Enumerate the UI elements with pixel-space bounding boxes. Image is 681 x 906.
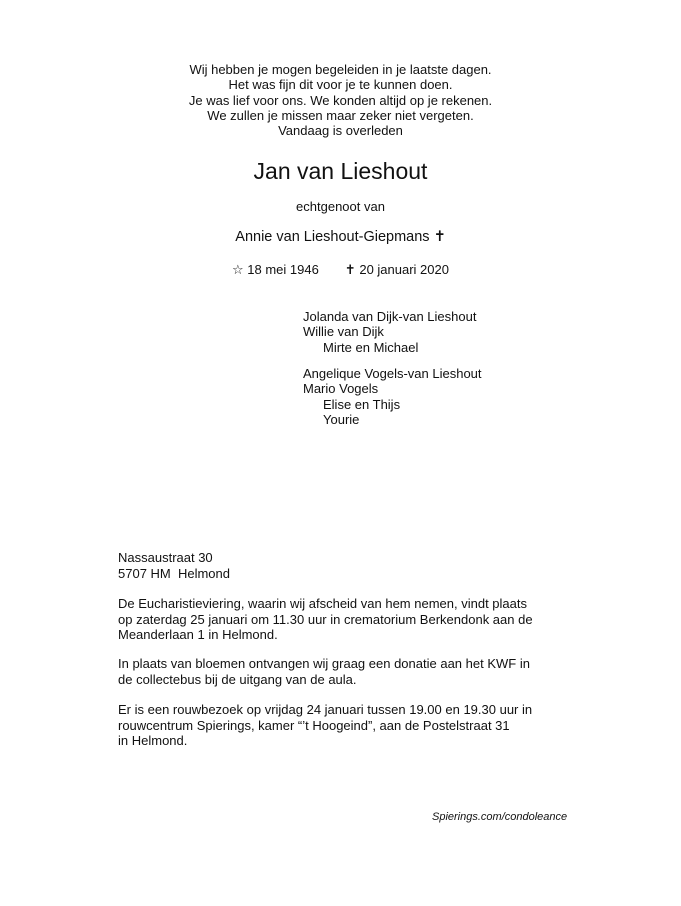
paragraph-line: rouwcentrum Spierings, kamer “’t Hoogeind”, aan de Postelstraat 31 — [118, 717, 510, 733]
death-date: ✝ 20 januari 2020 — [344, 262, 449, 277]
address — [118, 550, 230, 581]
paragraph-line: de collectebus bij de uitgang van de aula. — [118, 671, 357, 687]
grandchildren: Mirte en Michael — [323, 339, 419, 355]
family-member: Willie van Dijk — [303, 324, 384, 340]
birth-date: ☆ 18 mei 1946 — [232, 262, 319, 277]
family-group-2 — [303, 366, 482, 427]
family-member: Jolanda van Dijk-van Lieshout — [303, 309, 477, 324]
poem-line: Vandaag is overleden — [278, 123, 403, 139]
condolence-link[interactable]: Spierings.com/condoleance — [432, 811, 568, 823]
life-dates — [0, 262, 681, 278]
family-member: Mario Vogels — [303, 381, 379, 397]
poem-line: Het was fijn dit voor je te kunnen doen. — [228, 77, 453, 93]
ceremony-paragraph — [118, 596, 533, 643]
relation-label: echtgenoot van — [296, 199, 385, 214]
paragraph-line: in Helmond. — [118, 733, 188, 748]
family-group-1 — [303, 309, 476, 355]
paragraph-line: op zaterdag 25 januari om 11.30 uur in crematorium Berkendonk aan de — [118, 611, 533, 627]
deceased-name: Jan van Lieshout — [253, 158, 428, 184]
address-street: Nassaustraat 30 — [118, 550, 213, 565]
poem-line: Wij hebben je mogen begeleiden in je laatste dagen. — [189, 62, 492, 77]
visit-paragraph — [118, 702, 532, 749]
family-member: Angelique Vogels-van Lieshout — [303, 366, 482, 381]
paragraph-line: De Eucharistieviering, waarin wij afscheid van hem nemen, vindt plaats — [118, 596, 527, 611]
paragraph-line: Meanderlaan 1 in Helmond. — [118, 627, 278, 642]
donation-paragraph — [118, 656, 530, 687]
grandchildren: Elise en Thijs — [323, 396, 401, 412]
address-city: 5707 HM Helmond — [118, 565, 230, 581]
poem-line: Je was lief voor ons. We konden altijd op je rekenen. — [188, 92, 493, 108]
paragraph-line: Er is een rouwbezoek op vrijdag 24 januari tussen 19.00 en 19.30 uur in — [118, 702, 533, 717]
poem-line: We zullen je missen maar zeker niet vergeten. — [207, 107, 474, 123]
paragraph-line: In plaats van bloemen ontvangen wij graag een donatie aan het KWF in — [118, 656, 530, 671]
poem — [0, 62, 681, 138]
spouse-name: Annie van Lieshout-Giepmans ✝ — [235, 229, 446, 245]
grandchildren: Yourie — [323, 411, 360, 427]
